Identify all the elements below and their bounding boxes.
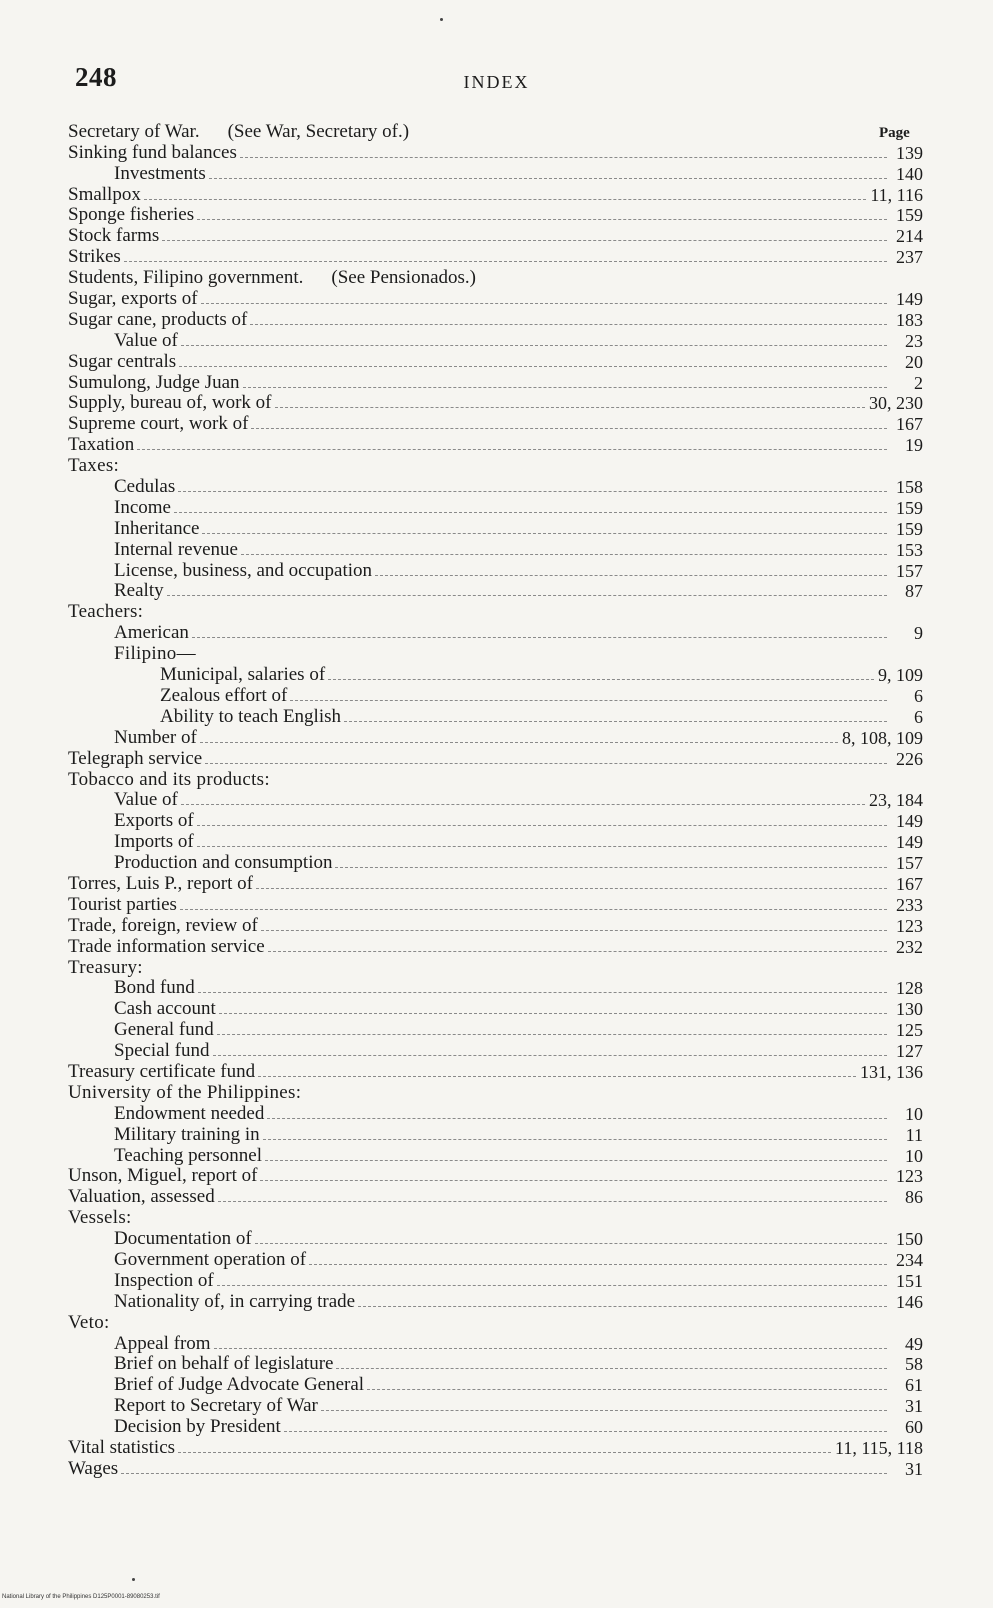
- entry-term: Brief of Judge Advocate General: [114, 1374, 365, 1396]
- index-entry: [68, 455, 923, 476]
- page-column-label: Page: [879, 125, 910, 141]
- dot-leader: [197, 219, 887, 220]
- index-entry: [68, 769, 923, 790]
- entry-page-ref: 167: [896, 414, 923, 435]
- entry-term: Treasury:: [68, 956, 143, 978]
- entry-term: Secretary of War.: [68, 120, 200, 142]
- entry-page-ref: 159: [896, 518, 923, 539]
- entry-term: Ability to teach English: [160, 705, 342, 727]
- index-entry: [68, 288, 923, 309]
- dot-leader: [263, 1139, 887, 1140]
- index-entry: [68, 748, 923, 769]
- dot-leader: [209, 178, 887, 179]
- entry-term: Taxes:: [68, 455, 120, 477]
- dot-leader: [214, 1348, 887, 1349]
- entry-page-ref: 87: [905, 581, 923, 602]
- index-entry: [68, 1228, 923, 1249]
- entry-term: Sponge fisheries: [68, 204, 195, 226]
- index-entry: [68, 790, 923, 811]
- entry-term: Production and consumption: [114, 852, 333, 874]
- entry-page-ref: 149: [896, 289, 923, 310]
- index-entry: [68, 539, 923, 560]
- dot-leader: [217, 1034, 887, 1035]
- dot-leader: [275, 407, 865, 408]
- entry-term: Value of: [114, 789, 178, 811]
- index-entry: [68, 560, 923, 581]
- entry-term: Income: [114, 496, 171, 518]
- entry-page-ref: 183: [896, 309, 923, 330]
- dot-leader: [181, 804, 865, 805]
- dot-leader: [174, 512, 887, 513]
- index-entry: [68, 727, 923, 748]
- dot-leader: [290, 700, 887, 701]
- index-entry: [68, 831, 923, 852]
- entry-page-ref: 146: [896, 1291, 923, 1312]
- entry-term: University of the Philippines:: [68, 1081, 302, 1103]
- entry-term: Sinking fund balances: [68, 141, 237, 163]
- entry-term: Sugar cane, products of: [68, 308, 248, 330]
- entry-page-ref: 131, 136: [860, 1061, 923, 1082]
- entry-term: Veto:: [68, 1311, 110, 1333]
- dot-leader: [180, 909, 887, 910]
- index-entry: [68, 581, 923, 602]
- entry-term: Smallpox: [68, 183, 141, 205]
- entry-page-ref: 233: [896, 894, 923, 915]
- entry-term: Trade information service: [68, 935, 265, 957]
- dot-leader: [328, 679, 874, 680]
- entry-term: Decision by President: [114, 1416, 281, 1438]
- entry-page-ref: 49: [905, 1333, 923, 1354]
- entry-page-ref: 125: [896, 1020, 923, 1041]
- entry-page-ref: 11, 115, 118: [835, 1438, 923, 1458]
- entry-page-ref: 19: [905, 435, 923, 456]
- index-entry: [68, 936, 923, 957]
- dot-leader: [265, 1160, 887, 1161]
- dot-leader: [256, 888, 887, 889]
- index-entry: [68, 706, 923, 727]
- index-entry: [68, 664, 923, 685]
- ink-speck: [132, 1578, 135, 1581]
- dot-leader: [219, 1013, 887, 1014]
- scan-footer-note: National Library of the Philippines D125P0001-89080253.tif: [2, 1594, 160, 1600]
- entry-page-ref: 127: [896, 1041, 923, 1062]
- dot-leader: [335, 867, 887, 868]
- entry-page-ref: 151: [896, 1270, 923, 1291]
- entry-page-ref: 9, 109: [878, 665, 923, 686]
- entry-page-ref: 167: [896, 873, 923, 894]
- index-entry: [68, 998, 923, 1019]
- dot-leader: [321, 1410, 887, 1411]
- dot-leader: [200, 742, 838, 743]
- dot-leader: [197, 825, 887, 826]
- index-entry: [68, 497, 923, 518]
- dot-leader: [162, 240, 887, 241]
- entry-term: Government operation of: [114, 1248, 307, 1270]
- index-entry: [68, 601, 923, 622]
- dot-leader: [179, 366, 887, 367]
- entry-term: Bond fund: [114, 977, 195, 999]
- index-entry: [68, 393, 923, 414]
- entry-page-ref: 2: [914, 372, 923, 393]
- index-entry: [68, 1416, 923, 1437]
- entry-term: Documentation of: [114, 1228, 252, 1250]
- index-entry: [68, 309, 923, 330]
- dot-leader: [213, 1055, 887, 1056]
- index-entry: [68, 978, 923, 999]
- index-entry: [68, 1458, 923, 1479]
- entry-page-ref: 23: [905, 330, 923, 351]
- dot-leader: [124, 261, 887, 262]
- index-entry: [68, 1207, 923, 1228]
- dot-leader: [268, 951, 887, 952]
- index-entry: [68, 1061, 923, 1082]
- dot-leader: [218, 1201, 887, 1202]
- dot-leader: [217, 1285, 887, 1286]
- dot-leader: [167, 595, 887, 596]
- entry-page-ref: 61: [905, 1375, 923, 1396]
- entry-term: Report to Secretary of War: [114, 1395, 318, 1417]
- index-entry: [68, 184, 923, 205]
- entry-term: Inspection of: [114, 1269, 214, 1291]
- index-entry: [68, 205, 923, 226]
- index-entry: [68, 1333, 923, 1354]
- index-entry: [68, 1145, 923, 1166]
- index-entry: [68, 1103, 923, 1124]
- index-entry: [68, 476, 923, 497]
- entry-term: Exports of: [114, 810, 194, 832]
- entry-page-ref: 140: [896, 163, 923, 184]
- dot-leader: [243, 387, 887, 388]
- entry-term: Treasury certificate fund: [68, 1060, 256, 1082]
- entry-page-ref: 86: [905, 1187, 923, 1208]
- entry-page-ref: 123: [896, 915, 923, 936]
- index-entry: [68, 1270, 923, 1291]
- dot-leader: [267, 1118, 887, 1119]
- index-entry: [68, 957, 923, 978]
- index-entry: [68, 351, 923, 372]
- index-entry: [68, 1082, 923, 1103]
- entry-term: Tobacco and its products:: [68, 768, 270, 790]
- entry-term: Trade, foreign, review of: [68, 914, 258, 936]
- dot-leader: [178, 491, 887, 492]
- dot-leader: [309, 1264, 887, 1265]
- running-head: INDEX: [463, 72, 530, 92]
- entry-term: Teaching personnel: [114, 1144, 262, 1166]
- entry-term: Cedulas: [114, 476, 176, 498]
- entry-page-ref: 128: [896, 978, 923, 999]
- entry-page-ref: 232: [896, 936, 923, 957]
- entry-term: Appeal from: [114, 1332, 211, 1354]
- index-entry: [68, 873, 923, 894]
- entry-page-ref: 237: [896, 247, 923, 268]
- index-entry: [68, 1437, 923, 1458]
- dot-leader: [202, 533, 887, 534]
- entry-page-ref: 9: [914, 623, 923, 644]
- index-entry: [68, 225, 923, 246]
- index-entry: [68, 267, 923, 288]
- dot-leader: [336, 1368, 887, 1369]
- entry-page-ref: 20: [905, 351, 923, 372]
- entry-term: Military training in: [114, 1123, 260, 1145]
- dot-leader: [260, 1180, 887, 1181]
- index-entry: [68, 163, 923, 184]
- entry-page-ref: 149: [896, 832, 923, 853]
- dot-leader: [178, 1452, 831, 1453]
- dot-leader: [344, 721, 887, 722]
- entry-term: Supply, bureau of, work of: [68, 392, 272, 414]
- index-entry: [68, 622, 923, 643]
- index-entry: [68, 1374, 923, 1395]
- index-entry: [68, 330, 923, 351]
- entry-term: Sugar centrals: [68, 350, 177, 372]
- dot-leader: [251, 428, 887, 429]
- entry-term: American: [114, 622, 189, 644]
- index-entry: [68, 1019, 923, 1040]
- entry-term: Realty: [114, 580, 164, 602]
- dot-leader: [137, 449, 887, 450]
- entry-page-ref: 159: [896, 205, 923, 226]
- entry-term: Nationality of, in carrying trade: [114, 1290, 356, 1312]
- entry-term: General fund: [114, 1019, 214, 1041]
- entry-term: Stock farms: [68, 225, 160, 247]
- entry-page-ref: 159: [896, 497, 923, 518]
- page-number: 248: [75, 62, 117, 92]
- entry-term: Number of: [114, 726, 197, 748]
- dot-leader: [250, 324, 887, 325]
- dot-leader: [240, 157, 887, 158]
- entry-term: Endowment needed: [114, 1102, 265, 1124]
- index-entry: [68, 1354, 923, 1375]
- index-entry: [68, 685, 923, 706]
- index-entry: [68, 852, 923, 873]
- index-entry: [68, 915, 923, 936]
- index-entry: [68, 810, 923, 831]
- entry-term: Brief on behalf of legislature: [114, 1353, 334, 1375]
- entry-page-ref: 149: [896, 811, 923, 832]
- index-entry: [68, 1166, 923, 1187]
- index-entry: [68, 372, 923, 393]
- index-entry: [68, 413, 923, 434]
- index-entry: [68, 142, 923, 163]
- entry-page-ref: 11: [905, 1124, 923, 1145]
- dot-leader: [261, 930, 887, 931]
- entry-term: Inheritance: [114, 517, 200, 539]
- see-reference: (See War, Secretary of.): [227, 120, 410, 142]
- entry-term: Internal revenue: [114, 538, 238, 560]
- entry-term: Valuation, assessed: [68, 1186, 215, 1208]
- index-entry: [68, 643, 923, 664]
- entry-page-ref: 60: [905, 1417, 923, 1438]
- index-entry: [68, 1249, 923, 1270]
- entry-page-ref: 150: [896, 1229, 923, 1250]
- entry-page-ref: 130: [896, 999, 923, 1020]
- dot-leader: [198, 992, 887, 993]
- entry-page-ref: 30, 230: [869, 393, 923, 414]
- entry-page-ref: 234: [896, 1249, 923, 1270]
- entry-term: Students, Filipino government.: [68, 267, 304, 289]
- entry-page-ref: 11, 116: [870, 184, 923, 205]
- entry-page-ref: 10: [905, 1145, 923, 1166]
- ink-speck: [440, 18, 443, 21]
- index-entry: [68, 246, 923, 267]
- dot-leader: [201, 303, 887, 304]
- index-entry: [68, 894, 923, 915]
- entry-term: Cash account: [114, 998, 216, 1020]
- entry-page-ref: 6: [914, 706, 923, 727]
- entry-term: Wages: [68, 1457, 119, 1479]
- entry-page-ref: 214: [896, 226, 923, 247]
- entry-term: Sugar, exports of: [68, 288, 198, 310]
- dot-leader: [255, 1243, 887, 1244]
- entry-page-ref: 226: [896, 748, 923, 769]
- entry-term: Tourist parties: [68, 893, 177, 915]
- entry-term: Teachers:: [68, 601, 144, 623]
- index-entry: [68, 1124, 923, 1145]
- dot-leader: [375, 575, 887, 576]
- entry-page-ref: 157: [896, 853, 923, 874]
- entry-page-ref: 158: [896, 477, 923, 498]
- entry-term: Strikes: [68, 246, 121, 268]
- dot-leader: [241, 554, 887, 555]
- entry-term: Taxation: [68, 434, 135, 456]
- index-entry: [68, 518, 923, 539]
- dot-leader: [192, 637, 887, 638]
- dot-leader: [121, 1473, 887, 1474]
- entry-term: Zealous effort of: [160, 684, 288, 706]
- entry-term: Municipal, salaries of: [160, 664, 326, 686]
- entry-term: Telegraph service: [68, 747, 203, 769]
- index-entry: [68, 434, 923, 455]
- index-entry: [68, 1291, 923, 1312]
- index-entry: [68, 1395, 923, 1416]
- index-entry: [68, 1186, 923, 1207]
- entry-page-ref: 139: [896, 142, 923, 163]
- entry-term: Vessels:: [68, 1207, 132, 1229]
- entry-term: License, business, and occupation: [114, 559, 373, 581]
- entry-term: Vital statistics: [68, 1437, 176, 1458]
- dot-leader: [284, 1431, 887, 1432]
- entry-page-ref: 153: [896, 539, 923, 560]
- dot-leader: [258, 1076, 856, 1077]
- entry-term: Unson, Miguel, report of: [68, 1165, 258, 1187]
- see-reference: (See Pensionados.): [331, 267, 476, 289]
- entry-term: Special fund: [114, 1040, 210, 1062]
- entry-page-ref: 8, 108, 109: [842, 727, 923, 748]
- entry-page-ref: 58: [905, 1354, 923, 1375]
- dot-leader: [197, 846, 887, 847]
- entry-page-ref: 31: [905, 1458, 923, 1479]
- entry-page-ref: 157: [896, 560, 923, 581]
- index-entry: [68, 1040, 923, 1061]
- dot-leader: [367, 1389, 887, 1390]
- entry-term: Investments: [114, 162, 206, 184]
- entry-term: Value of: [114, 329, 178, 351]
- index-entry: [68, 1312, 923, 1333]
- entry-page-ref: 23, 184: [869, 790, 923, 811]
- entry-term: Sumulong, Judge Juan: [68, 371, 240, 393]
- dot-leader: [358, 1306, 887, 1307]
- entry-page-ref: 31: [905, 1396, 923, 1417]
- index-list: [68, 121, 923, 1479]
- entry-page-ref: 123: [896, 1166, 923, 1187]
- entry-term: Filipino—: [114, 643, 196, 665]
- entry-page-ref: 10: [905, 1103, 923, 1124]
- dot-leader: [205, 763, 887, 764]
- entry-term: Supreme court, work of: [68, 413, 249, 435]
- index-entry: [68, 121, 923, 142]
- entry-term: Imports of: [114, 831, 194, 853]
- entry-term: Torres, Luis P., report of: [68, 872, 253, 894]
- entry-page-ref: 6: [914, 685, 923, 706]
- dot-leader: [144, 199, 866, 200]
- dot-leader: [181, 345, 887, 346]
